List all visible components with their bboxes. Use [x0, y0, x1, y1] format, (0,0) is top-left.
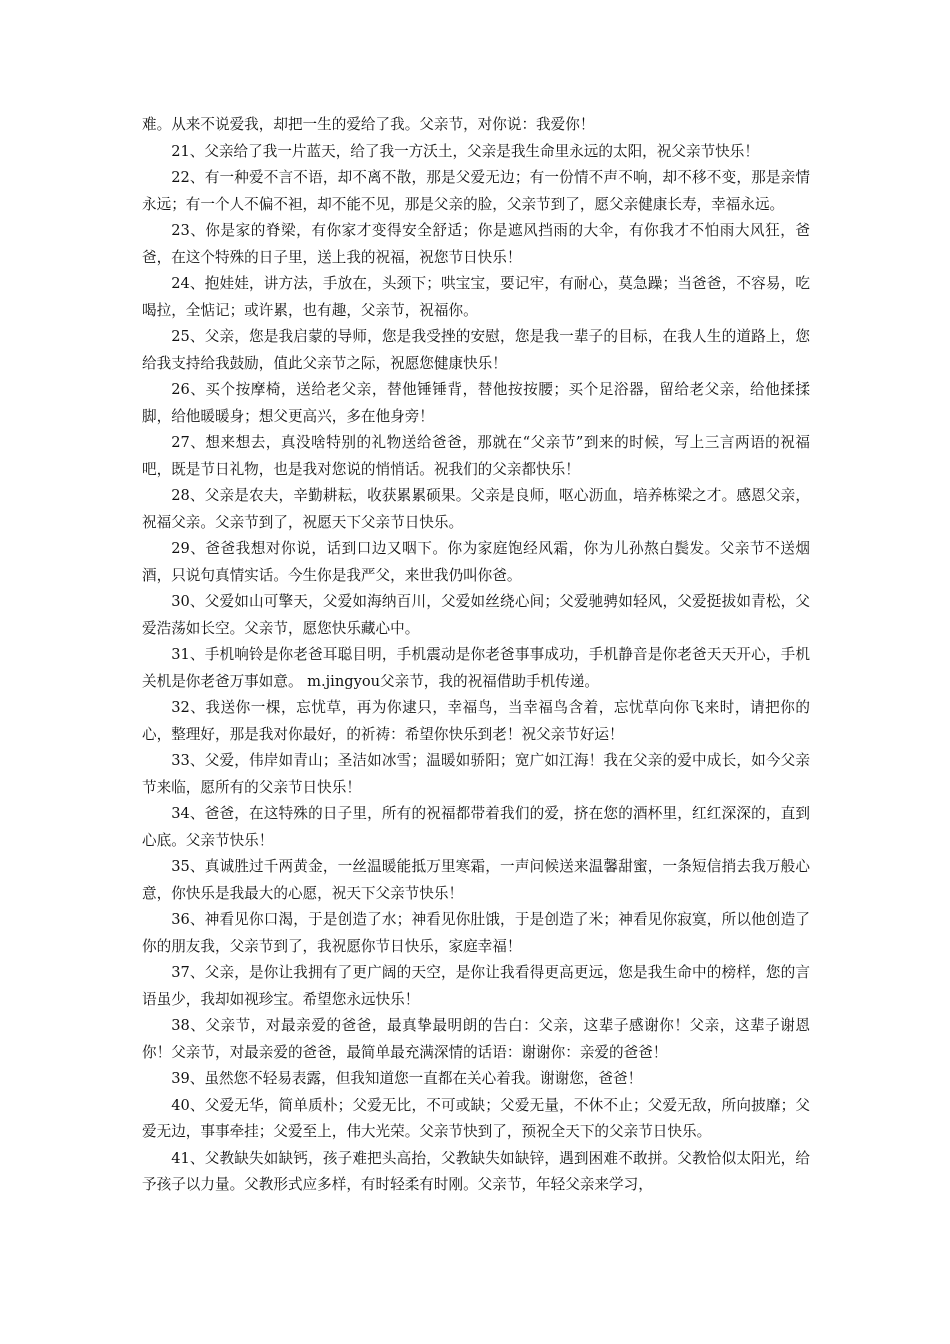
paragraph-28: 28、父亲是农夫，辛勤耕耘，收获累累硕果。父亲是良师，呕心沥血，培养栋梁之才。感恩父亲，祝福父亲。父亲节到了，祝愿天下父亲节日快乐。: [142, 487, 810, 531]
document-body: [142, 112, 810, 1199]
paragraph-40: 40、父爱无华，简单质朴；父爱无比，不可或缺；父爱无量，不休不止；父爱无敌，所向披靡；父爱无边，事事牵挂；父爱至上，伟大光荣。父亲节快到了，预祝全天下的父亲节日快乐。: [142, 1096, 810, 1140]
paragraph-36: 36、神看见你口渴，于是创造了水；神看见你肚饿，于是创造了米；神看见你寂寞，所以他创造了你的朋友我，父亲节到了，我祝愿你节日快乐，家庭幸福！: [142, 911, 810, 955]
paragraph-35: 35、真诚胜过千两黄金，一丝温暖能抵万里寒霜，一声问候送来温馨甜蜜，一条短信捎去我万般心意，你快乐是我最大的心愿，祝天下父亲节快乐！: [142, 858, 810, 902]
paragraph-22: 22、有一种爱不言不语，却不离不散，那是父爱无边；有一份情不声不响，却不移不变，那是亲情永远；有一个人不偏不袒，却不能不见，那是父亲的脸，父亲节到了，愿父亲健康长寿，幸福永远。: [142, 169, 810, 213]
paragraph-29: 29、爸爸我想对你说，话到口边又咽下。你为家庭饱经风霜，你为儿孙熬白鬓发。父亲节不送烟酒，只说句真情实话。今生你是我严父，来世我仍叫你爸。: [142, 540, 810, 584]
paragraph-32: 32、我送你一棵，忘忧草，再为你逮只，幸福鸟，当幸福鸟含着，忘忧草向你飞来时，请把你的心，整理好，那是我对你最好，的祈祷：希望你快乐到老！祝父亲节好运！: [142, 699, 810, 743]
paragraph-38: 38、父亲节，对最亲爱的爸爸，最真挚最明朗的告白：父亲，这辈子感谢你！父亲，这辈子谢恩你！父亲节，对最亲爱的爸爸，最简单最充满深情的话语：谢谢你：亲爱的爸爸！: [142, 1017, 810, 1061]
paragraph-23: 23、你是家的脊梁，有你家才变得安全舒适；你是遮风挡雨的大伞，有你我才不怕雨大风狂，爸爸，在这个特殊的日子里，送上我的祝福，祝您节日快乐！: [142, 222, 810, 266]
paragraph-26: 26、买个按摩椅，送给老父亲，替他锤锤背，替他按按腰；买个足浴器，留给老父亲，给他揉揉脚，给他暖暖身；想父更高兴，多在他身旁！: [142, 381, 810, 425]
paragraph-25: 25、父亲，您是我启蒙的导师，您是我受挫的安慰，您是我一辈子的目标，在我人生的道路上，您给我支持给我鼓励，值此父亲节之际，祝愿您健康快乐！: [142, 328, 810, 372]
paragraph-34: 34、爸爸，在这特殊的日子里，所有的祝福都带着我们的爱，挤在您的酒杯里，红红深深的，直到心底。父亲节快乐！: [142, 805, 810, 849]
paragraph-21: 21、父亲给了我一片蓝天，给了我一方沃土，父亲是我生命里永远的太阳，祝父亲节快乐！: [171, 142, 759, 160]
paragraph-31: 31、手机响铃是你老爸耳聪目明，手机震动是你老爸事事成功，手机静音是你老爸天天开心，手机关机是你老爸万事如意。 m.jingyou父亲节，我的祝福借助手机传递。: [142, 646, 810, 690]
paragraph-24: 24、抱娃娃，讲方法，手放在，头颈下；哄宝宝，要记牢，有耐心，莫急躁；当爸爸，不容易，吃喝拉，全惦记；或许累，也有趣，父亲节，祝福你。: [142, 275, 810, 319]
paragraph-37: 37、父亲，是你让我拥有了更广阔的天空，是你让我看得更高更远，您是我生命中的榜样，您的言语虽少，我却如视珍宝。希望您永远快乐！: [142, 964, 810, 1008]
paragraph-30: 30、父爱如山可擎天，父爱如海纳百川，父爱如丝绕心间；父爱驰骋如轻风，父爱挺拔如青松，父爱浩荡如长空。父亲节，愿您快乐藏心中。: [142, 593, 810, 637]
paragraph-33: 33、父爱，伟岸如青山；圣洁如冰雪；温暖如骄阳；宽广如江海！我在父亲的爱中成长，如今父亲节来临，愿所有的父亲节日快乐！: [142, 752, 810, 796]
paragraph-27: 27、想来想去，真没啥特别的礼物送给爸爸，那就在“父亲节”到来的时候，写上三言两语的祝福吧，既是节日礼物，也是我对您说的悄悄话。祝我们的父亲都快乐！: [142, 434, 810, 478]
paragraph-41: 41、父教缺失如缺钙，孩子难把头高抬，父教缺失如缺锌，遇到困难不敢拼。父教恰似太阳光，给予孩子以力量。父教形式应多样，有时轻柔有时刚。父亲节，年轻父亲来学习，: [142, 1149, 810, 1193]
paragraph-39: 39、虽然您不轻易表露，但我知道您一直都在关心着我。谢谢您，爸爸！: [171, 1070, 643, 1087]
paragraph-continued: 难。从来不说爱我，却把一生的爱给了我。父亲节，对你说：我爱你！: [142, 116, 595, 133]
